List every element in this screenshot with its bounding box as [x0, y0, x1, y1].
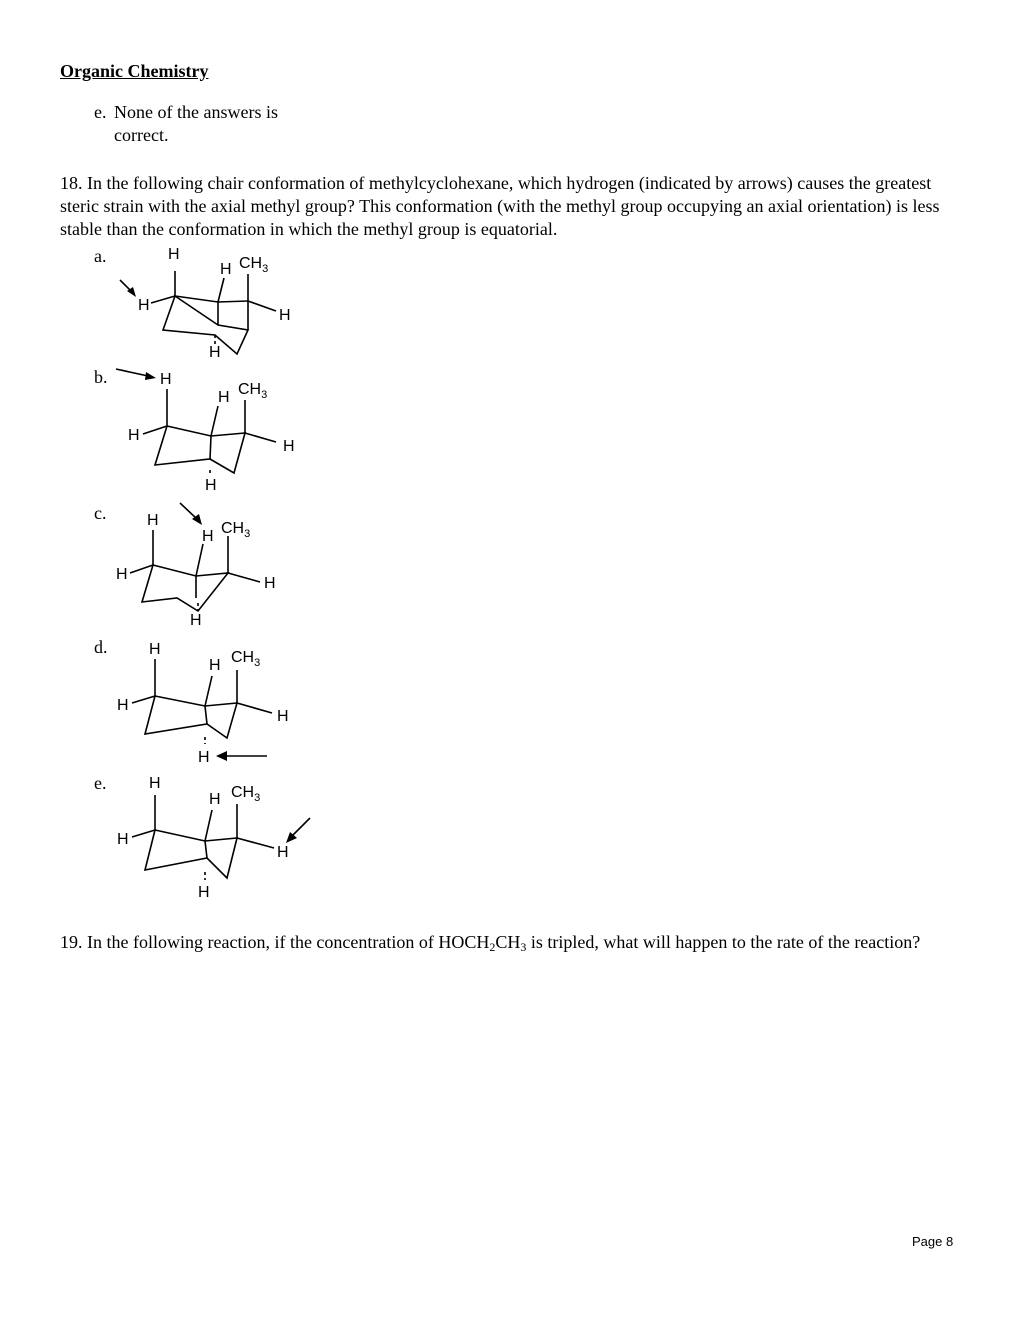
question-19-text: 19. In the following reaction, if the concentration of $HOCH_2CH_3$ is tripled, what will happen to the rate of the reaction? [60, 932, 921, 954]
h-right-label: H [277, 844, 289, 861]
h-left-label: H [117, 831, 129, 848]
h-bottom-label: H [198, 749, 210, 766]
h-mid-label: H [202, 528, 214, 545]
previous-answer-option [94, 101, 314, 147]
h-top-label: H [149, 641, 161, 658]
h-left-label: H [128, 427, 140, 444]
option-b-letter: b. [94, 367, 108, 387]
arrow-indicator-icon [145, 372, 156, 380]
option-a-letter: a. [94, 246, 107, 266]
h-left-label: H [138, 297, 150, 314]
h-right-label: H [279, 307, 291, 324]
molecule-option-d [110, 632, 310, 767]
h-left-label: H [117, 697, 129, 714]
h-top-label: H [147, 512, 159, 529]
methyl-label: $CH_3$ [231, 649, 261, 669]
h-mid-label: H [218, 389, 230, 406]
methyl-label: $CH_3$ [238, 381, 268, 401]
h-mid-label: H [220, 261, 232, 278]
h-bottom-label: H [209, 344, 221, 361]
h-right-label: H [283, 438, 295, 455]
option-e-letter: e. [94, 773, 107, 793]
h-bottom-label: H [198, 884, 210, 901]
option-letter: e. [94, 102, 107, 122]
methyl-label: $CH_3$ [239, 255, 269, 275]
methyl-label: $CH_3$ [231, 784, 261, 804]
molecule-option-c [110, 500, 310, 630]
methyl-label: $CH_3$ [221, 520, 251, 540]
page-number: Page 8 [912, 1234, 954, 1249]
section-header: Organic Chemistry [60, 61, 209, 81]
molecule-option-a [110, 244, 310, 364]
h-right-label: H [264, 575, 276, 592]
option-d-letter: d. [94, 637, 108, 657]
h-top-label: H [160, 371, 172, 388]
h-right-label: H [277, 708, 289, 725]
h-mid-label: H [209, 657, 221, 674]
h-top-label: H [149, 775, 161, 792]
option-text: None of the answers is correct. [114, 102, 278, 145]
molecule-option-b [110, 362, 310, 497]
h-bottom-label: H [190, 612, 202, 629]
question-18-text: 18. In the following chair conformation of methylcyclohexane, which hydrogen (indicated by arrows) causes the greatest steric strain with the axial methyl group? This conformation (with the methyl group occupying an axial orientation) is less stable than the conformation in which the methyl group is equatorial. [60, 173, 940, 239]
h-mid-label: H [209, 791, 221, 808]
molecule-option-e [110, 768, 320, 903]
arrow-indicator-icon [216, 751, 227, 761]
h-left-label: H [116, 566, 128, 583]
option-c-letter: c. [94, 503, 107, 523]
h-top-label: H [168, 246, 180, 263]
h-bottom-label: H [205, 477, 217, 494]
